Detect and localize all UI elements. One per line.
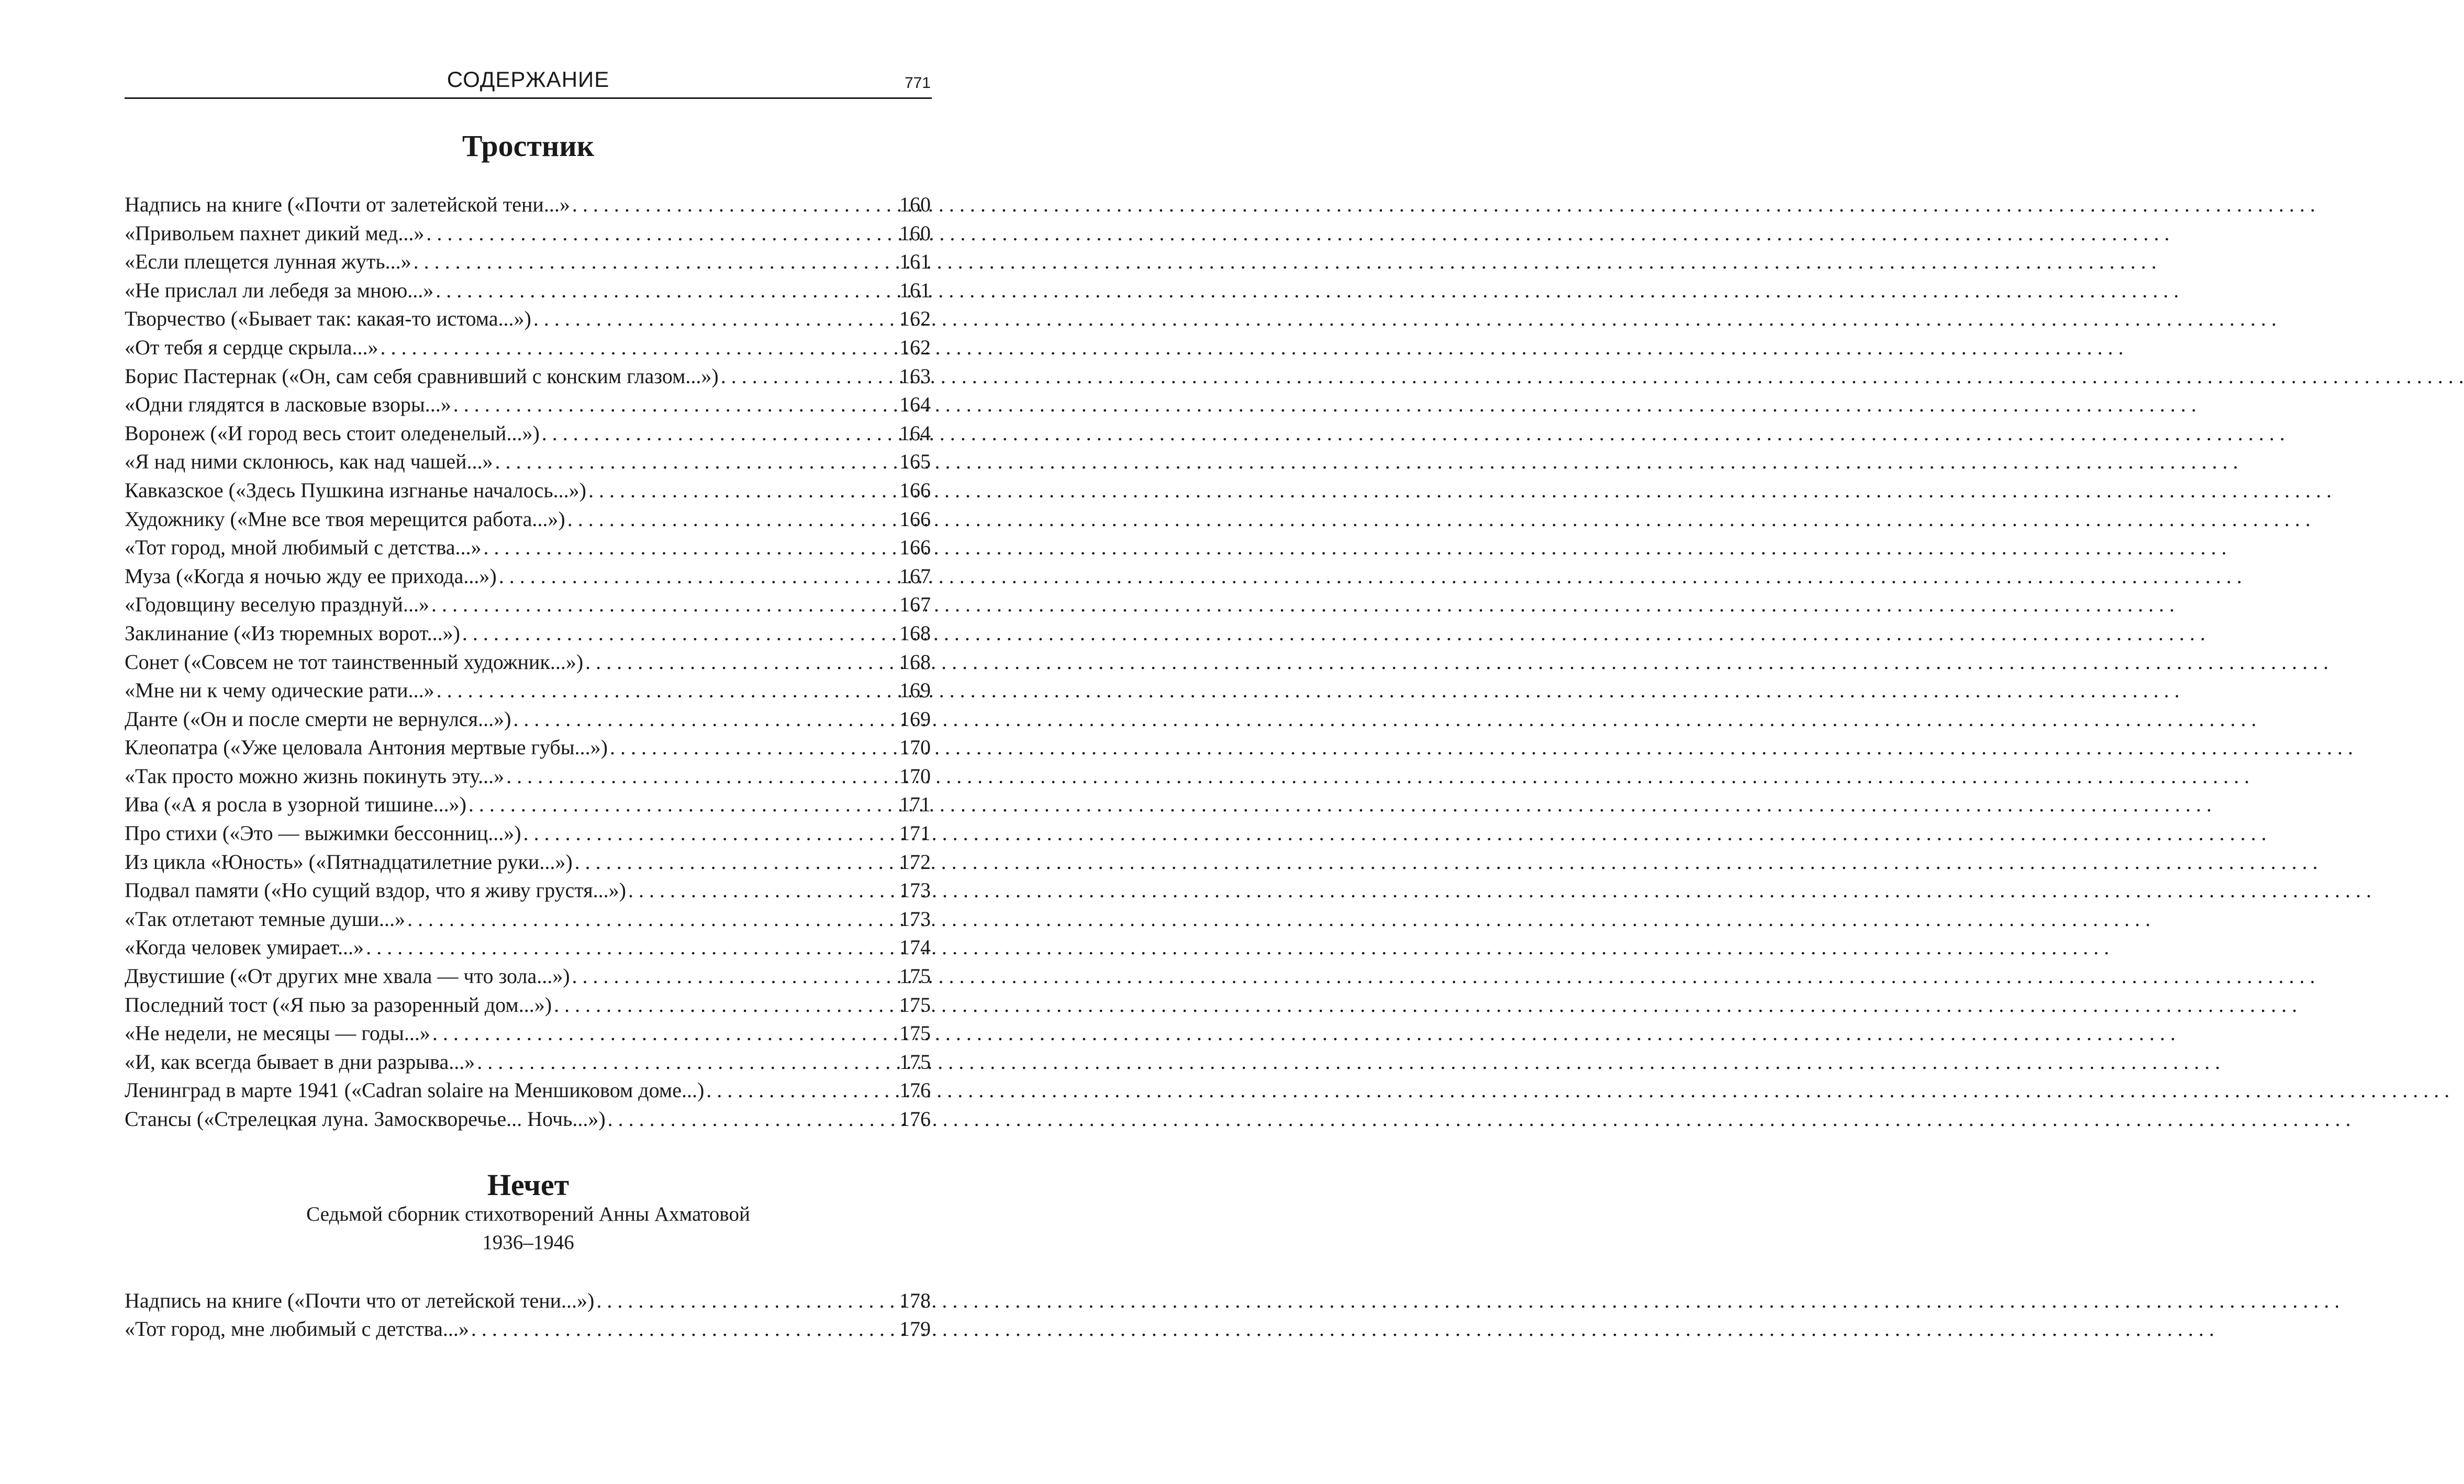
toc-entry (125, 448, 932, 476)
toc-entry (125, 333, 932, 362)
dot-leader (407, 905, 897, 934)
toc-entry-page: 170 (899, 735, 931, 760)
dot-leader (453, 390, 897, 419)
toc-entry-page: 160 (899, 193, 931, 216)
toc-entry (125, 590, 932, 619)
dot-leader (495, 448, 897, 476)
toc-entry (125, 762, 932, 791)
toc-entry-title: Борис Пастернак («Он, сам себя сравнивший с конским глазом...») (125, 364, 719, 388)
toc-entry (125, 933, 932, 962)
toc-entry (125, 790, 932, 819)
dot-leader (499, 562, 897, 591)
toc-entry-page: 162 (899, 335, 931, 359)
dot-leader (585, 648, 897, 677)
dot-leader (596, 1287, 897, 1315)
toc-entry (125, 390, 932, 419)
toc-entry-page: 175 (899, 1050, 931, 1074)
toc-entry-title: Клеопатра («Уже целовала Антония мертвые губы...») (125, 735, 608, 760)
toc-entry-page: 170 (899, 764, 931, 788)
toc-entry-title: «И, как всегда бывает в дни разрыва...» (125, 1050, 475, 1074)
section-title: Тростник (462, 129, 595, 163)
toc-entry-page: 171 (899, 821, 931, 845)
toc-entry (125, 1315, 932, 1343)
toc-entry-title: «Так отлетают темные души...» (125, 907, 405, 931)
toc-entry-title: Двустишие («От других мне хвала — что зола...») (125, 964, 570, 988)
toc-entry (125, 1076, 932, 1105)
toc-entry-title: «Не недели, не месяцы — годы...» (125, 1021, 430, 1045)
toc-entry (125, 248, 932, 276)
toc-entry-title: «Не прислал ли лебедя за мною...» (125, 278, 434, 302)
toc-list (125, 191, 932, 1134)
toc-entry-page: 161 (899, 250, 931, 274)
toc-entry-page: 176 (899, 1107, 931, 1131)
dot-leader (572, 191, 897, 219)
dot-leader (431, 590, 897, 619)
toc-entry (125, 905, 932, 934)
toc-entry (125, 876, 932, 905)
section-subtitle-block (125, 1200, 932, 1257)
toc-entry (125, 1019, 932, 1048)
toc-entry-title: «Годовщину веселую празднуй...» (125, 593, 429, 617)
dot-leader (426, 219, 897, 248)
toc-entry (125, 219, 932, 248)
dot-leader (381, 333, 897, 362)
dot-leader (414, 248, 897, 276)
dot-leader (628, 876, 897, 905)
toc-entry-page: 173 (899, 907, 931, 931)
section-subtitle: Седьмой сборник стихотворений Анны Ахматовой (306, 1203, 750, 1225)
toc-entry (125, 191, 932, 219)
toc-entry (125, 362, 932, 391)
dot-leader (721, 362, 897, 391)
dot-leader (542, 419, 897, 448)
toc-entry-page: 167 (899, 564, 931, 588)
toc-entry-page: 164 (899, 393, 931, 417)
toc-entry-page: 173 (899, 878, 931, 902)
toc-entry-page: 176 (899, 1078, 931, 1102)
toc-entry (125, 1048, 932, 1077)
toc-entry-title: Ива («А я росла в узорной тишине...») (125, 793, 466, 817)
toc-entry-title: Последний тост («Я пью за разоренный дом...») (125, 992, 552, 1017)
section-title: Нечет (487, 1168, 570, 1202)
toc-entry (125, 705, 932, 734)
dot-leader (483, 533, 897, 562)
toc-entry-page: 172 (899, 850, 931, 874)
toc-entry-title: Кавказское («Здесь Пушкина изгнанье началось...») (125, 478, 586, 502)
dot-leader (533, 305, 897, 333)
toc-entry-page: 175 (899, 1021, 931, 1045)
toc-entry (125, 733, 932, 762)
toc-entry-page: 175 (899, 964, 931, 988)
dot-leader (477, 1048, 897, 1077)
toc-entry (125, 676, 932, 705)
dot-leader (554, 991, 897, 1020)
toc-entry-title: Данте («Он и после смерти не вернулся...») (125, 707, 511, 731)
toc-entry (125, 648, 932, 677)
dot-leader (366, 933, 897, 962)
toc-entry-page: 166 (899, 535, 931, 560)
toc-entry-title: «Привольем пахнет дикий мед...» (125, 221, 425, 245)
toc-entry (125, 619, 932, 648)
toc-entry-page: 178 (899, 1289, 931, 1312)
toc-entry-title: «Я над ними склонюсь, как над чашей...» (125, 450, 493, 474)
toc-entry-title: Надпись на книге («Почти от залетейской тени...» (125, 193, 570, 216)
toc-entry-page: 169 (899, 678, 931, 702)
toc-entry-title: «Тот город, мне любимый с детства...» (125, 1317, 469, 1341)
dot-leader (567, 505, 897, 534)
toc-entry-page: 165 (899, 450, 931, 474)
dot-leader (506, 762, 897, 791)
toc-entry-page: 164 (899, 421, 931, 445)
section-years: 1936–1946 (482, 1231, 574, 1254)
toc-entry-page: 161 (899, 278, 931, 302)
toc-entry (125, 476, 932, 505)
toc-entry-title: «Если плещется лунная жуть...» (125, 250, 411, 274)
toc-entry (125, 562, 932, 591)
toc-entry (125, 305, 932, 333)
dot-leader (471, 1315, 897, 1343)
toc-list (125, 1287, 932, 1343)
running-head (125, 64, 932, 99)
toc-entry-page: 171 (899, 793, 931, 817)
toc-entry (125, 819, 932, 848)
toc-entry-title: «Мне ни к чему одические рати...» (125, 678, 434, 702)
toc-entry (125, 1105, 932, 1134)
toc-entry-title: Ленинград в марте 1941 («Cadran solaire на Меншиковом доме...) (125, 1078, 705, 1102)
toc-entry-page: 167 (899, 593, 931, 617)
toc-entry-title: «Одни глядятся в ласковые взоры...» (125, 393, 451, 417)
toc-entry-title: Стансы («Стрелецкая луна. Замоскворечье... Ночь...») (125, 1107, 606, 1131)
toc-entry (125, 276, 932, 305)
toc-entry-page: 168 (899, 621, 931, 645)
dot-leader (610, 733, 897, 762)
running-head-title: СОДЕРЖАНИЕ (447, 67, 610, 92)
toc-entry (125, 533, 932, 562)
toc-entry-page: 169 (899, 707, 931, 731)
toc-entry (125, 1287, 932, 1315)
dot-leader (706, 1076, 897, 1105)
toc-entry-page: 174 (899, 935, 931, 959)
toc-entry-title: Воронеж («И город весь стоит оледенелый...») (125, 421, 540, 445)
toc-entry-page: 166 (899, 507, 931, 531)
toc-entry-page: 162 (899, 307, 931, 331)
toc-entry-title: «Когда человек умирает...» (125, 935, 364, 959)
toc-entry (125, 991, 932, 1020)
dot-leader (575, 848, 897, 877)
toc-entry-title: Сонет («Совсем не тот таинственный художник...») (125, 650, 584, 674)
toc-entry-page: 163 (899, 364, 931, 388)
dot-leader (588, 476, 897, 505)
toc-entry (125, 419, 932, 448)
toc-entry-title: Заклинание («Из тюремных ворот...») (125, 621, 460, 645)
toc-entry (125, 962, 932, 991)
toc-entry-page: 166 (899, 478, 931, 502)
dot-leader (608, 1105, 897, 1134)
dot-leader (469, 790, 897, 819)
toc-entry-title: «Так просто можно жизнь покинуть эту...» (125, 764, 505, 788)
dot-leader (513, 705, 897, 734)
toc-entry-title: Художнику («Мне все твоя мерещится работа...») (125, 507, 565, 531)
dot-leader (432, 1019, 897, 1048)
page-number: 771 (904, 74, 931, 92)
toc-entry-page: 175 (899, 992, 931, 1017)
toc-entry-page: 160 (899, 221, 931, 245)
toc-entry-page: 168 (899, 650, 931, 674)
toc-entry-title: «От тебя я сердце скрыла...» (125, 335, 378, 359)
toc-entry (125, 505, 932, 534)
toc-entry-page: 179 (899, 1317, 931, 1341)
toc-entry-title: Муза («Когда я ночью жду ее прихода...») (125, 564, 497, 588)
dot-leader (572, 962, 897, 991)
dot-leader (437, 676, 897, 705)
toc-entry (125, 848, 932, 877)
toc-entry-title: Из цикла «Юность» («Пятнадцатилетние руки...») (125, 850, 573, 874)
toc-entry-title: Подвал памяти («Но сущий вздор, что я живу грустя...») (125, 878, 626, 902)
dot-leader (462, 619, 897, 648)
toc-entry-title: «Тот город, мной любимый с детства...» (125, 535, 482, 560)
toc-entry-title: Творчество («Бывает так: какая-то истома...») (125, 307, 531, 331)
dot-leader (523, 819, 897, 848)
toc-entry-title: Надпись на книге («Почти что от летейской тени...») (125, 1289, 595, 1312)
toc-entry-title: Про стихи («Это — выжимки бессонниц...») (125, 821, 521, 845)
dot-leader (436, 276, 897, 305)
